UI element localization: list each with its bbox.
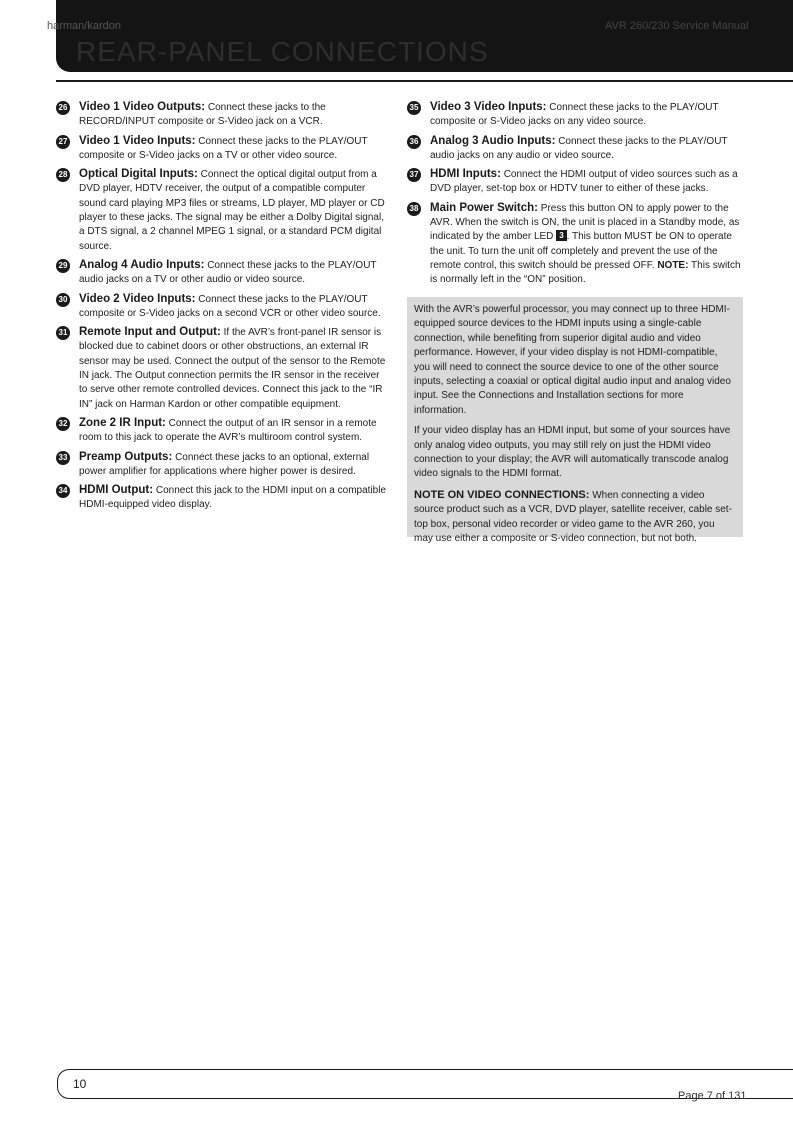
item-description: If the AVR’s front-panel IR sensor is blocked due to cabinet doors or other obstructions, an external IR sensor may be used. Connect the output of the sensor to the Remote IN jack. The Output connection permits the IR sensor in the receiver to serve other remote controlled devices. Connect this jack to the “IR IN” jack on Harman Kardon or other compatible equipment. (79, 327, 386, 410)
item-description: Connect this jack to the HDMI input on a compatible HDMI-equipped video display. (79, 485, 386, 511)
item-description: Connect the output of an IR sensor in a remote room to this jack to operate the AVR’s multiroom control system. (79, 417, 377, 444)
brand-label: harman/kardon (47, 20, 121, 32)
item-title: Analog 3 Audio Inputs: (430, 134, 556, 147)
list-item (407, 100, 743, 130)
left-column (56, 100, 390, 517)
item-title: Video 3 Video Inputs: (430, 101, 547, 113)
list-item (407, 134, 743, 164)
note-label: NOTE ON VIDEO CONNECTIONS: (414, 488, 590, 501)
page-number: 10 (73, 1077, 87, 1091)
item-title: Zone 2 IR Input: (79, 416, 166, 429)
item-title: Video 2 Video Inputs: (79, 292, 196, 305)
item-title: Video 1 Video Inputs: (79, 134, 196, 147)
list-item (407, 167, 743, 197)
item-description: Connect these jacks to the PLAY/OUT composite or S-Video jacks on a TV or other video source. (79, 135, 368, 161)
item-number: 38 (407, 202, 421, 216)
note-text: This switch is normally left in the “ON” position. (430, 259, 741, 286)
item-title: HDMI Inputs: (430, 168, 501, 181)
right-column (407, 100, 743, 292)
item-number: 34 (56, 484, 70, 498)
header-rule (56, 80, 793, 82)
item-title: Main Power Switch: (430, 201, 538, 214)
list-item (56, 100, 390, 130)
item-description: Connect these jacks to the PLAY/OUT composite or S-Video jacks on a second VCR or other video source. (79, 293, 381, 319)
list-item (56, 416, 390, 446)
section-title: REAR-PANEL CONNECTIONS (76, 36, 489, 67)
list-item (407, 201, 743, 288)
item-description: Connect these jacks to the PLAY/OUT composite or S-Video jacks on any video source. (430, 102, 719, 128)
note-text: When connecting a video source product such as a VCR, DVD player, satellite receiver, cable set-top box, personal video recorder or video game to the AVR 260, you may use either a composite or S-video connection, but not both. (414, 489, 732, 545)
item-title: Preamp Outputs: (79, 450, 173, 463)
item-number: 32 (56, 417, 70, 431)
list-item (56, 134, 390, 164)
item-title: Analog 4 Audio Inputs: (79, 258, 205, 271)
item-description: Connect these jacks to the RECORD/INPUT composite or S-Video jack on a VCR. (79, 102, 326, 128)
item-description: Connect these jacks to the PLAY/OUT audio jacks on any audio or video source. (430, 135, 728, 161)
item-title: Remote Input and Output: (79, 326, 221, 339)
item-number: 28 (56, 168, 70, 182)
item-number: 29 (56, 259, 70, 273)
page-count: Page 7 of 131 (678, 1090, 747, 1102)
note-paragraph: If your video display has an HDMI input, but some of your sources have only analog video outputs, you may still rely on just the HDMI video connection to your display; the AVR will automatically transcode analog video signals to the HDMI format. (414, 425, 731, 480)
list-item (56, 325, 390, 412)
item-number: 30 (56, 293, 70, 307)
item-title: HDMI Output: (79, 484, 154, 497)
item-title: Optical Digital Inputs: (79, 168, 198, 181)
item-number: 35 (407, 101, 421, 115)
list-item (56, 167, 390, 254)
hdmi-note-box (407, 297, 743, 545)
item-description-cont: . This button MUST be ON to operate the unit. To turn the unit off completely and prevent the use of the remote control, this switch should be pressed OFF. (430, 231, 732, 271)
manual-title: AVR 260/230 Service Manual (605, 20, 749, 32)
item-description: Connect the HDMI output of video sources such as a DVD player, set-top box or HDTV tuner to either of these jacks. (430, 169, 738, 195)
item-title: Video 1 Video Outputs: (79, 101, 206, 113)
item-number: 37 (407, 168, 421, 182)
item-number: 36 (407, 135, 421, 149)
item-description: Connect the optical digital output from a DVD player, HDTV receiver, the output of a compatible computer sound card playing MP3 files or streams, LD player, MD player or CD player to these jacks. The signal may be either a Dolby Digital signal, a DTS signal, a 2 channel MPEG 1 signal, or a standard PCM digital source. (79, 169, 385, 252)
note-paragraph (414, 488, 735, 547)
item-number: 26 (56, 101, 70, 115)
item-description: Connect these jacks to an optional, external power amplifier for applications where higher power is desired. (79, 451, 370, 477)
item-number: 27 (56, 135, 70, 149)
list-item (56, 292, 390, 322)
item-description: Press this button ON to apply power to the AVR. When the switch is ON, the unit is placed in a Standby mode, as indicated by the amber LED (430, 202, 740, 243)
led-indicator-label: 3 (556, 230, 566, 241)
list-item (56, 483, 390, 513)
item-description: Connect these jacks to the PLAY/OUT audio jacks on a TV or other audio or video source. (79, 259, 377, 286)
note-label: NOTE: (657, 259, 689, 271)
list-item (56, 450, 390, 480)
list-item (56, 258, 390, 288)
item-number: 33 (56, 451, 70, 465)
note-paragraph: With the AVR’s powerful processor, you may connect up to three HDMI-equipped source devices to the HDMI inputs using a single-cable connection, while benefiting from superior digital audio and video performance. However, if your video display is not HDMI-compatible, you will need to connect the source device to one of the other source inputs, selecting a coaxial or optical digital audio input and analog video input. See the Connections and Installation sections for more information. (414, 304, 731, 416)
item-number: 31 (56, 326, 70, 340)
